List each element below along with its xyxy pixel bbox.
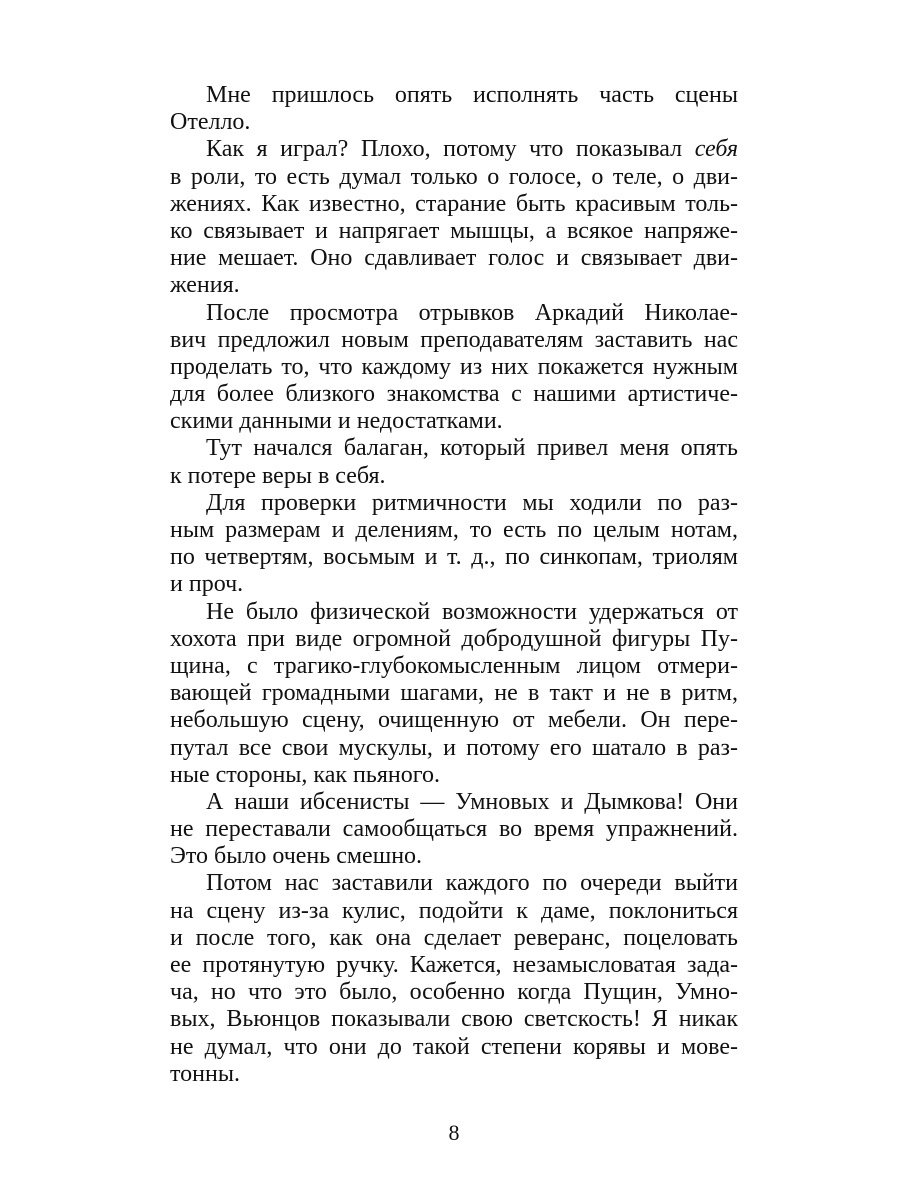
text-line: Мне пришлось опять исполнять часть сцены	[206, 82, 738, 108]
italic-emphasis: себя	[694, 136, 738, 163]
text-line: ные стороны, как пьяного.	[170, 761, 440, 788]
text-line: После просмотра отрывков Аркадий Николае-	[206, 299, 738, 326]
paragraph	[170, 136, 738, 299]
text-line: вающей громадными шагами, не в такт и не в ритм,	[170, 680, 738, 707]
text-line: и проч.	[170, 571, 244, 598]
text-line: вич предложил новым преподавателям заставить нас	[170, 326, 738, 353]
text-line: для более близкого знакомства с нашими артистиче-	[170, 381, 738, 408]
book-page	[170, 0, 738, 1200]
text-line: в роли, то есть думал только о голосе, о теле, о дви-	[170, 163, 738, 190]
text-line: путал все свои мускулы, и потому его шатало в раз-	[170, 734, 738, 761]
text-line	[170, 136, 738, 163]
paragraph	[170, 599, 738, 789]
text-line: жениях. Как известно, старание быть красивым толь-	[170, 190, 738, 217]
paragraph	[170, 490, 738, 599]
text-line: не думал, что они до такой степени корявы и мове-	[170, 1033, 738, 1060]
text-line: ча, но что это было, особенно когда Пущин, Умно-	[170, 979, 738, 1006]
text-line: щина, с трагико-глубокомысленным лицом отмери-	[170, 652, 738, 679]
text-line: скими данными и недостатками.	[170, 408, 503, 435]
text-line: Тут начался балаган, который привел меня опять	[206, 435, 738, 462]
paragraph	[170, 789, 738, 871]
text-line: Потом нас заставили каждого по очереди выйти	[206, 870, 738, 897]
text-line: на сцену из-за кулис, подойти к даме, поклониться	[170, 897, 738, 924]
text-line: ние мешает. Оно сдавливает голос и связывает дви-	[170, 245, 738, 272]
text-line: к потере веры в себя.	[170, 462, 386, 489]
page-body-text	[170, 82, 738, 1088]
text-line: Отелло.	[170, 109, 251, 136]
text-line: и после того, как она сделает реверанс, поцеловать	[170, 924, 738, 951]
text-line: Для проверки ритмичности мы ходили по раз-	[206, 489, 738, 516]
text-line: Не было физической возможности удержаться от	[206, 598, 738, 625]
text-line: небольшую сцену, очищенную от мебели. Он пере-	[170, 707, 738, 734]
paragraph	[170, 300, 738, 436]
text-line: вых, Вьюнцов показывали свою светскость! Я никак	[170, 1006, 738, 1033]
text-line: хохота при виде огромной добродушной фигуры Пу-	[170, 625, 738, 652]
text-line: не переставали самообщаться во время упражнений.	[170, 816, 738, 843]
text-line: тонны.	[170, 1060, 240, 1087]
text-line: по четвертям, восьмым и т. д., по синкопам, триолям	[170, 544, 738, 571]
text-line: Это было очень смешно.	[170, 843, 423, 870]
paragraph	[170, 435, 738, 489]
paragraph	[170, 82, 738, 136]
paragraph	[170, 870, 738, 1088]
page-number: 8	[448, 1120, 460, 1145]
text-line: А наши ибсенисты — Умновых и Дымкова! Они	[206, 788, 738, 815]
text-line: жения.	[170, 272, 240, 299]
text-line: ко связывает и напрягает мышцы, а всякое напряже-	[170, 217, 738, 244]
text-line: проделать то, что каждому из них покажется нужным	[170, 353, 738, 380]
text-fragment: Как я играл? Плохо, потому что показывал	[206, 136, 695, 163]
text-line: ным размерам и делениям, то есть по целым нотам,	[170, 517, 738, 543]
text-line: ее протянутую ручку. Кажется, незамысловатая зада-	[170, 952, 738, 978]
